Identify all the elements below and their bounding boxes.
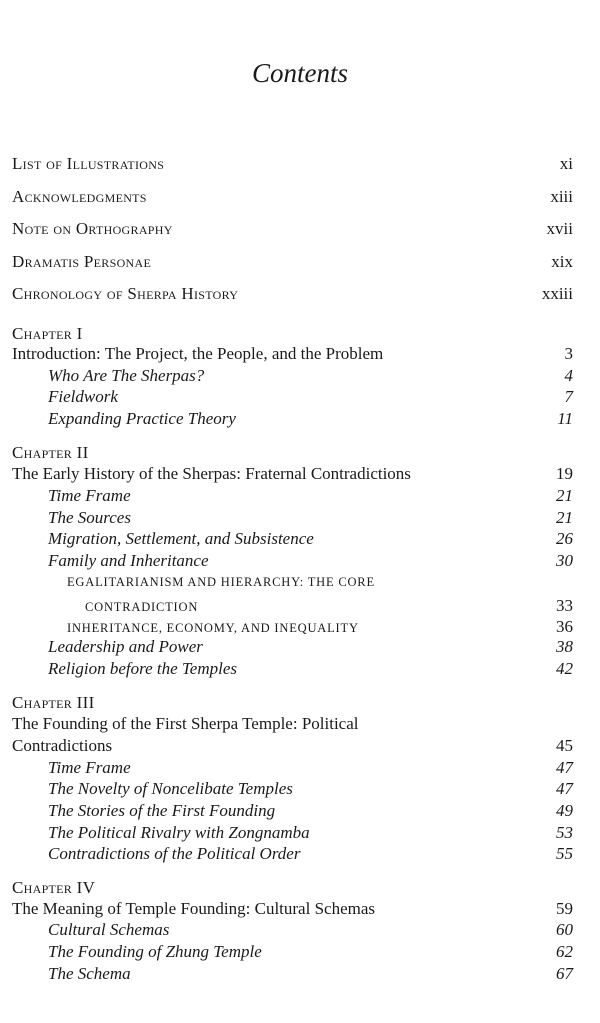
section-label: Cultural Schemas [48,920,170,939]
section-label: Time Frame [48,758,131,777]
chapter-title-line2: Contradictions [12,736,113,755]
section-page: 67 [556,964,573,983]
section-entry[interactable] [12,801,573,821]
section-page: 21 [556,508,573,527]
chapter-heading [12,443,573,463]
section-label: The Political Rivalry with Zongnamba [48,823,310,842]
section-entry[interactable] [12,529,573,549]
section-label: Fieldwork [48,387,118,406]
section-label: The Schema [48,964,131,983]
section-page: 4 [564,366,573,385]
chapter-title-entry-cont[interactable] [12,736,573,756]
subsection-entry[interactable] [12,575,573,590]
section-entry[interactable] [12,387,573,407]
chapter-title-entry[interactable] [12,344,573,364]
section-entry[interactable] [12,659,573,679]
section-page: 47 [556,779,573,798]
section-entry[interactable] [12,844,573,864]
section-entry[interactable] [12,486,573,506]
chapter-title-entry[interactable] [12,714,573,734]
section-label: Religion before the Temples [48,659,238,678]
section-entry[interactable] [12,964,573,984]
toc-entry[interactable] [12,252,573,272]
subsection-entry[interactable] [12,617,573,637]
chapter-number: Chapter IV [12,878,96,897]
section-entry[interactable] [12,551,573,571]
section-page: 53 [556,823,573,842]
chapter-title-line1: The Founding of the First Sherpa Temple: Political [12,714,359,733]
section-page: 49 [556,801,573,820]
toc-entry[interactable] [12,187,573,207]
page-title: Contents [251,58,348,88]
section-entry[interactable] [12,409,573,429]
section-label: The Founding of Zhung Temple [48,942,262,961]
chapter-title: Introduction: The Project, the People, and the Problem [12,344,384,363]
toc-entry-page: 19 [556,464,573,483]
section-entry[interactable] [12,758,573,778]
chapter-number: Chapter II [12,443,89,462]
toc-entry-page: xi [559,154,573,173]
section-entry[interactable] [12,637,573,657]
toc-entry[interactable] [12,219,573,239]
chapter-heading [12,693,573,713]
toc-entry-label: List of Illustrations [12,154,165,173]
section-page: 62 [556,942,573,961]
chapter-heading [12,878,573,898]
section-label: Family and Inheritance [48,551,209,570]
toc-entry-label: Acknowledgments [12,187,147,206]
section-page: 55 [556,844,573,863]
section-label: Who Are The Sherpas? [48,366,205,385]
toc-entry-page: 3 [564,344,573,363]
section-page: 42 [556,659,573,678]
section-label: Expanding Practice Theory [48,409,236,428]
chapter-title: The Early History of the Sherpas: Fraternal Contradictions [12,464,411,483]
subsection-label: INHERITANCE, ECONOMY, AND INEQUALITY [67,621,359,635]
subsection-label-line2: CONTRADICTION [85,600,199,614]
section-page: 21 [556,486,573,505]
chapter-number: Chapter III [12,693,95,712]
section-label: The Sources [48,508,131,527]
toc-entry-page: 59 [556,899,573,918]
chapter-heading [12,324,573,344]
subsection-page: 33 [556,596,573,615]
chapter-title: The Meaning of Temple Founding: Cultural Schemas [12,899,375,918]
chapter-number: Chapter I [12,324,83,343]
section-label: Leadership and Power [48,637,203,656]
toc-entry-page: xix [551,252,573,271]
section-entry[interactable] [12,779,573,799]
chapter-title-entry[interactable] [12,464,573,484]
toc-entry-label: Chronology of Sherpa History [12,284,239,303]
section-page: 26 [556,529,573,548]
subsection-page: 36 [556,617,573,636]
section-page: 30 [556,551,573,570]
section-entry[interactable] [12,823,573,843]
section-page: 11 [557,409,573,428]
section-label: Time Frame [48,486,131,505]
section-entry[interactable] [12,508,573,528]
section-entry[interactable] [12,366,573,386]
toc-entry-page: xxiii [541,284,573,303]
section-label: Contradictions of the Political Order [48,844,301,863]
subsection-label-line1: EGALITARIANISM AND HIERARCHY: THE CORE [67,575,375,589]
toc-entry[interactable] [12,154,573,174]
toc-entry-label: Note on Orthography [12,219,173,238]
subsection-entry-cont[interactable] [12,596,573,616]
section-page: 7 [564,387,573,406]
section-page: 47 [556,758,573,777]
section-entry[interactable] [12,942,573,962]
section-label: The Stories of the First Founding [48,801,276,820]
toc-entry-page: xvii [546,219,573,238]
toc-entry-page: xiii [550,187,573,206]
section-label: The Novelty of Noncelibate Temples [48,779,293,798]
toc-entry-label: Dramatis Personae [12,252,152,271]
section-label: Migration, Settlement, and Subsistence [48,529,314,548]
section-page: 38 [556,637,573,656]
section-entry[interactable] [12,920,573,940]
toc-entry-page: 45 [556,736,573,755]
section-page: 60 [556,920,573,939]
chapter-title-entry[interactable] [12,899,573,919]
toc-entry[interactable] [12,284,573,304]
